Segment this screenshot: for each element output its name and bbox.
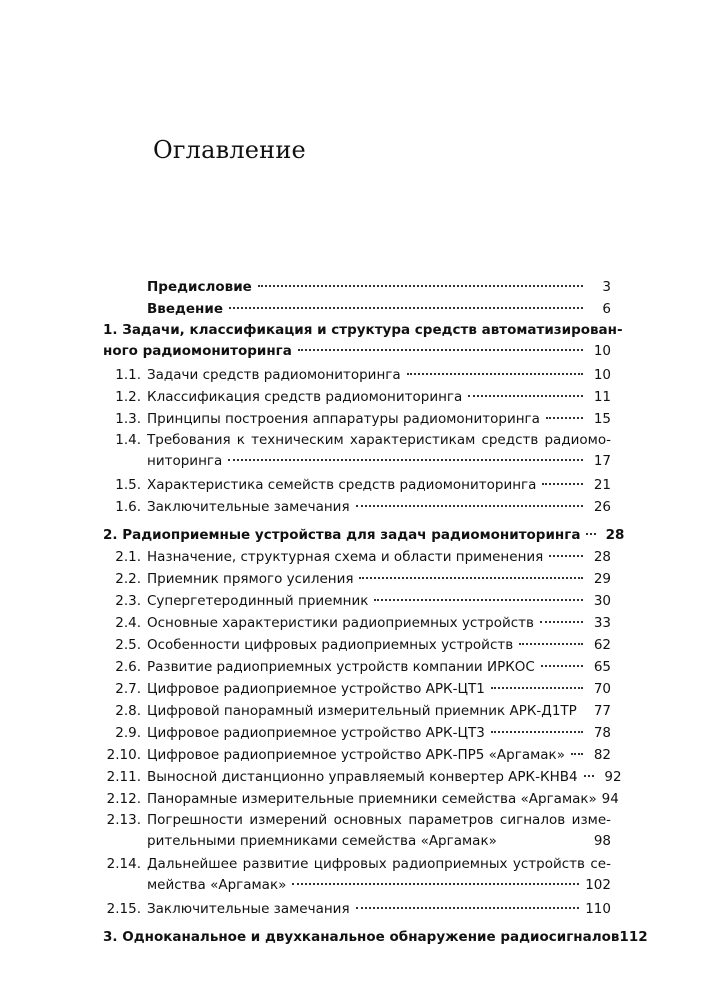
toc-page-number: 10 (593, 343, 611, 359)
table-of-contents (103, 276, 648, 948)
toc-page-number: 78 (593, 725, 611, 741)
toc-page-number: 29 (593, 571, 611, 587)
toc-entry-2-12[interactable] (103, 788, 619, 810)
section-number: 2.6. (115, 659, 141, 675)
toc-entry-2-6[interactable] (103, 656, 611, 678)
dot-leader (584, 775, 594, 777)
toc-page-number: 17 (593, 453, 611, 469)
toc-entry-1-4[interactable] (103, 430, 611, 474)
toc-entry-preface[interactable] (103, 276, 611, 298)
toc-entry-2-5[interactable] (103, 634, 611, 656)
toc-entry-label: Задачи средств радиомониторинга (147, 367, 401, 383)
section-number: 2.15. (106, 901, 141, 917)
toc-entry-label: Одноканальное и двухканальное обнаружение радиосигналов (122, 929, 620, 945)
toc-entry-2-9[interactable] (103, 722, 611, 744)
dot-leader (407, 373, 583, 375)
toc-entry-label-cont: ного радиомониторинга (103, 343, 292, 359)
section-number: 2.10. (106, 747, 141, 763)
section-number: 2.9. (115, 725, 141, 741)
toc-entry-1-1[interactable] (103, 364, 611, 386)
toc-chapter-2[interactable] (103, 524, 625, 546)
toc-page-number: 110 (585, 901, 611, 917)
section-number: 1.3. (115, 411, 141, 427)
toc-entry-label: Панорамные измерительные приемники семейства «Аргамак» (147, 791, 597, 807)
section-number: 1.2. (115, 389, 141, 405)
dot-leader (491, 687, 583, 689)
toc-page-number: 26 (593, 499, 611, 515)
dot-leader (586, 533, 596, 535)
dot-leader (541, 665, 583, 667)
dot-leader (258, 285, 583, 287)
toc-chapter-1[interactable] (103, 320, 623, 364)
toc-entry-label: Погрешности измерений основных параметров сигналов изме- (147, 812, 611, 828)
toc-entry-label: Дальнейшее развитие цифровых радиоприемных устройств се- (147, 856, 611, 872)
toc-entry-2-7[interactable] (103, 678, 611, 700)
toc-entry-introduction[interactable] (103, 298, 611, 320)
dot-leader (491, 731, 583, 733)
toc-entry-2-4[interactable] (103, 612, 611, 634)
section-number: 2.4. (115, 615, 141, 631)
section-number: 1.6. (115, 499, 141, 515)
toc-page-number: 98 (593, 833, 611, 849)
section-number: 2.13. (106, 812, 141, 828)
toc-page-number: 33 (593, 615, 611, 631)
toc-entry-label: Супергетеродинный приемник (147, 593, 369, 609)
dot-leader (546, 417, 583, 419)
toc-page-number: 6 (602, 301, 611, 317)
toc-entry-label: Особенности цифровых радиоприемных устройств (147, 637, 514, 653)
section-number: 2.2. (115, 571, 141, 587)
dot-leader (542, 483, 583, 485)
toc-entry-label: Характеристика семейств средств радиомониторинга (147, 477, 537, 493)
toc-entry-label: Требования к техническим характеристикам средств радиомо- (147, 432, 611, 448)
section-number: 2.5. (115, 637, 141, 653)
toc-entry-label: Развитие радиоприемных устройств компании ИРКОС (147, 659, 535, 675)
toc-entry-2-3[interactable] (103, 590, 611, 612)
toc-entry-label: Назначение, структурная схема и области применения (147, 549, 544, 565)
toc-page-number: 82 (593, 747, 611, 763)
chapter-number: 1. (103, 322, 118, 338)
dot-leader (229, 307, 583, 309)
dot-leader (468, 395, 583, 397)
toc-entry-1-2[interactable] (103, 386, 611, 408)
toc-entry-label: Радиоприемные устройства для задач радиомониторинга (122, 527, 581, 543)
toc-entry-label: Основные характеристики радиоприемных устройств (147, 615, 534, 631)
toc-entry-2-11[interactable] (103, 766, 622, 788)
toc-entry-2-14[interactable] (103, 854, 611, 898)
section-number: 1.4. (115, 432, 141, 448)
toc-entry-label: Предисловие (147, 279, 252, 295)
section-number: 2.3. (115, 593, 141, 609)
dot-leader (540, 621, 583, 623)
toc-entry-2-8[interactable] (103, 700, 611, 722)
toc-entry-label: Задачи, классификация и структура средств автоматизирован- (122, 322, 623, 338)
dot-leader (356, 505, 583, 507)
toc-entry-label: Введение (147, 301, 223, 317)
section-number: 2.7. (115, 681, 141, 697)
toc-page-number: 77 (593, 703, 611, 719)
dot-leader (228, 459, 583, 461)
toc-entry-label: Заключительные замечания (147, 499, 350, 515)
toc-entry-label-cont: рительными приемниками семейства «Аргамак» (147, 833, 497, 849)
toc-entry-label: Классификация средств радиомониторинга (147, 389, 463, 405)
dot-leader (359, 577, 583, 579)
toc-entry-1-5[interactable] (103, 474, 611, 496)
toc-page-number: 11 (593, 389, 611, 405)
section-number: 2.12. (106, 791, 141, 807)
toc-entry-label: Выносной дистанционно управляемый конвертер АРК-КНВ4 (147, 769, 578, 785)
dot-leader (549, 555, 583, 557)
toc-entry-2-1[interactable] (103, 546, 611, 568)
toc-entry-label: Принципы построения аппаратуры радиомониторинга (147, 411, 540, 427)
toc-page-number: 30 (593, 593, 611, 609)
toc-entry-2-13[interactable] (103, 810, 611, 854)
toc-entry-2-2[interactable] (103, 568, 611, 590)
toc-entry-label: Заключительные замечания (147, 901, 350, 917)
section-number: 2.8. (115, 703, 141, 719)
toc-page-number: 92 (604, 769, 622, 785)
toc-page-number: 65 (593, 659, 611, 675)
toc-entry-2-15[interactable] (103, 898, 611, 920)
chapter-number: 3. (103, 929, 118, 945)
toc-entry-label: Цифровое радиоприемное устройство АРК-ЦТ3 (147, 725, 485, 741)
toc-entry-label-cont: мейства «Аргамак» (147, 877, 287, 893)
section-number: 2.11. (106, 769, 141, 785)
section-number: 1.1. (115, 367, 141, 383)
dot-leader (292, 883, 579, 885)
toc-page-number: 62 (593, 637, 611, 653)
toc-chapter-3[interactable] (103, 926, 648, 948)
toc-page-number: 28 (605, 527, 625, 543)
toc-entry-2-10[interactable] (103, 744, 611, 766)
toc-page-number: 94 (601, 791, 619, 807)
toc-page-number: 10 (593, 367, 611, 383)
toc-entry-1-6[interactable] (103, 496, 611, 518)
toc-page-number: 102 (585, 877, 611, 893)
toc-entry-label: Цифровой панорамный измерительный приемник АРК-Д1ТР (147, 703, 577, 719)
toc-page-number: 3 (602, 279, 611, 295)
section-number: 2.1. (115, 549, 141, 565)
dot-leader (374, 599, 583, 601)
dot-leader (571, 753, 583, 755)
toc-page-number: 70 (593, 681, 611, 697)
toc-page-number: 28 (593, 549, 611, 565)
chapter-number: 2. (103, 527, 118, 543)
toc-entry-1-3[interactable] (103, 408, 611, 430)
dot-leader (519, 643, 583, 645)
section-number: 2.14. (106, 856, 141, 872)
toc-entry-label-cont: ниторинга (147, 453, 223, 469)
toc-entry-label: Приемник прямого усиления (147, 571, 354, 587)
section-number: 1.5. (115, 477, 141, 493)
dot-leader (356, 907, 580, 909)
toc-page-number: 21 (593, 477, 611, 493)
toc-entry-label: Цифровое радиоприемное устройство АРК-ПР5 «Аргамак» (147, 747, 565, 763)
toc-entry-label: Цифровое радиоприемное устройство АРК-ЦТ1 (147, 681, 485, 697)
page-title: Оглавление (153, 136, 306, 164)
toc-page-number: 112 (619, 929, 648, 945)
dot-leader (298, 349, 583, 351)
toc-page-number: 15 (593, 411, 611, 427)
